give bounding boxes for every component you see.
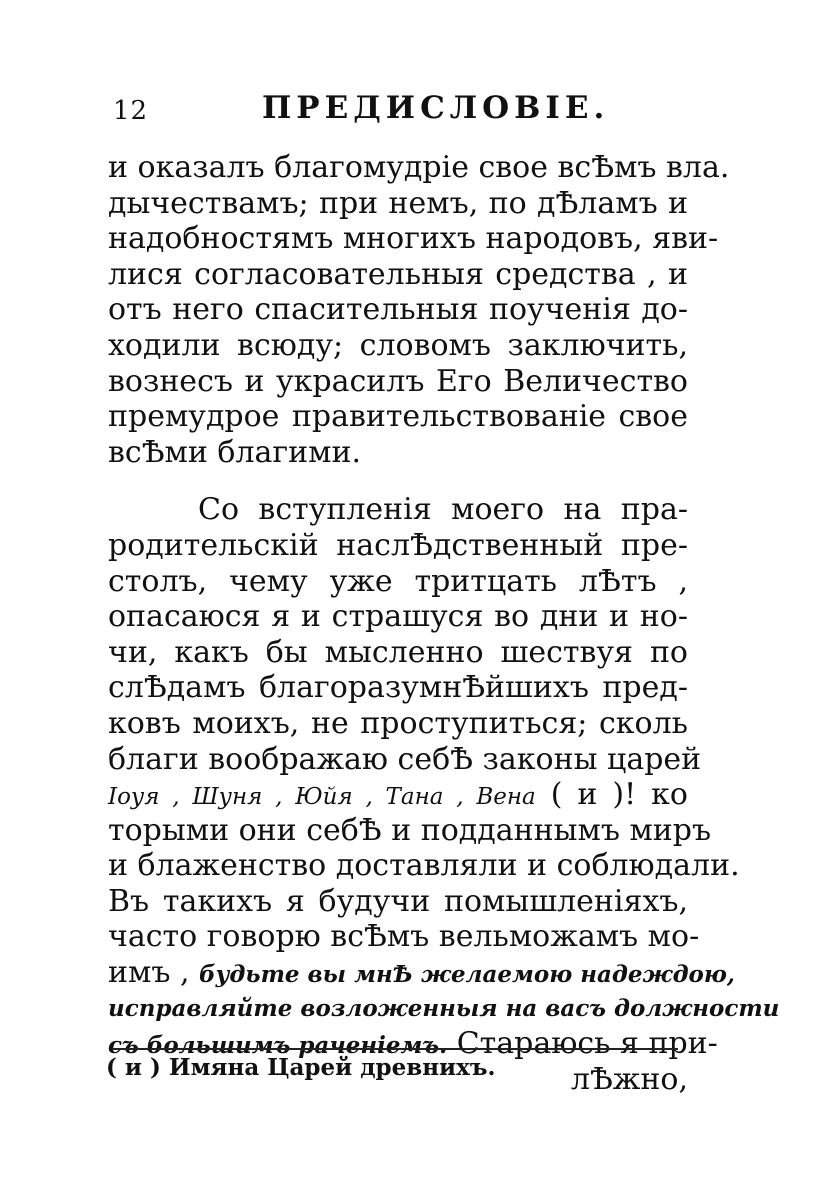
text-line: чи, какъ бы мысленно шествуя по bbox=[108, 634, 688, 670]
body-text bbox=[108, 150, 780, 1097]
text-line: надобностямъ многихъ народовъ, яви- bbox=[108, 221, 719, 257]
text-line: вознесъ и украсилъ Его Величество bbox=[108, 363, 688, 399]
text-line: отъ него спасительныя поученія до- bbox=[108, 292, 688, 328]
text-line: родительскій наслѢдственный пре- bbox=[108, 527, 688, 563]
quote-line: исправляйте возложенныя на васъ должности bbox=[108, 994, 780, 1022]
text-line: часто говорю всѢмъ вельможамъ мо- bbox=[108, 919, 700, 955]
text-line: благи воображаю себѢ законы царей bbox=[108, 741, 702, 777]
text-line: опасаюся я и страшуся во дни и но- bbox=[108, 599, 688, 635]
text-line: ходили всюду; словомъ заключить, bbox=[108, 327, 688, 363]
names-line bbox=[108, 777, 688, 813]
quote-lead: имъ , bbox=[108, 955, 190, 991]
text-line: всѢми благими. bbox=[108, 434, 361, 470]
text-line: и блаженство доставляли и соблюдали. bbox=[108, 848, 740, 884]
names-line-tail: ! ко bbox=[624, 777, 688, 813]
catchword: лѢжно, bbox=[570, 1061, 688, 1097]
text-line: слѢдамъ благоразумнѢйшихъ пред- bbox=[108, 670, 688, 706]
text-line: Со вступленія моего на пра- bbox=[198, 492, 688, 528]
quote-tail: Стараюсь я при- bbox=[456, 1026, 718, 1062]
text-line: ковъ моихъ, не проступиться; сколь bbox=[108, 705, 688, 741]
running-title: ПРЕДИСЛОВІЕ. bbox=[262, 90, 610, 126]
emperor-names: Іоуя , Шуня , Юйя , Тана , Вена bbox=[108, 784, 536, 811]
page-number: 12 bbox=[113, 96, 149, 126]
text-line: торыми они себѢ и подданнымъ миръ bbox=[108, 812, 712, 848]
footnote: ( и ) Имяна Царей древнихъ. bbox=[106, 1054, 496, 1081]
text-line: премудрое правительствованіе свое bbox=[108, 399, 688, 435]
footnote-rule bbox=[112, 1048, 678, 1050]
paragraph-gap bbox=[108, 470, 688, 492]
text-line: дычествамъ; при немъ, по дѢламъ и bbox=[108, 185, 688, 221]
text-line: Въ такихъ я будучи помышленіяхъ, bbox=[108, 883, 688, 919]
text-line: и оказалъ благомудріе свое всѢмъ вла. bbox=[108, 150, 730, 185]
quote-italic: будьте вы мнѢ желаемою надеждою, bbox=[199, 961, 735, 989]
footnote-reference: ( и ) bbox=[550, 777, 625, 813]
text-line: лися согласовательныя средства , и bbox=[108, 256, 688, 292]
quote-line bbox=[108, 955, 735, 991]
text-line: столъ, чему уже тритцать лѢтъ , bbox=[108, 563, 688, 599]
quote-italic: съ большимъ раченіемъ. bbox=[108, 1032, 448, 1060]
